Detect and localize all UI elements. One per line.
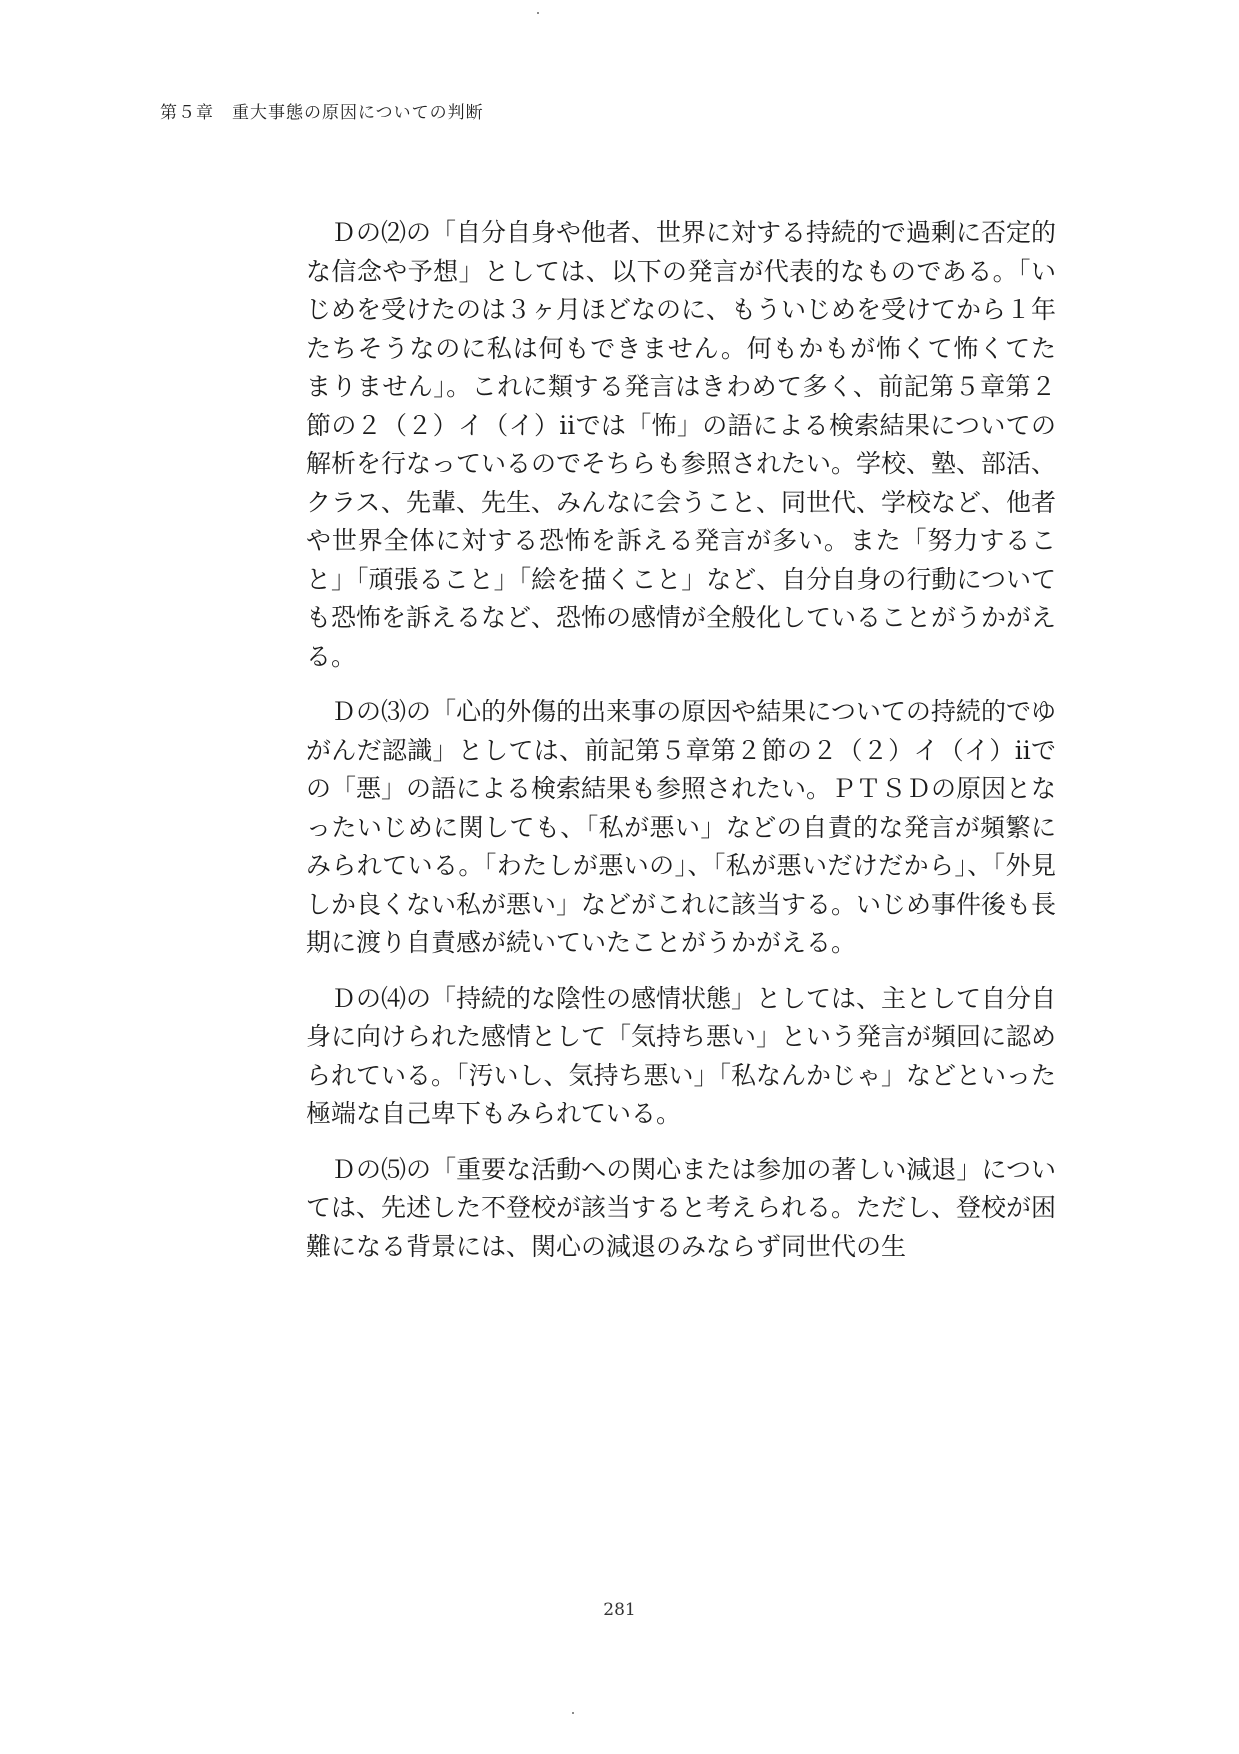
page-number: 281	[603, 1600, 636, 1620]
paragraph-d4: Ｄの⑷の「持続的な陰性の感情状態」としては、主として自分自身に向けられた感情として「気持ち悪い」という発言が頻回に認められている。「汚いし、気持ち悪い」「私なんかじゃ」などといった極端な自己卑下もみられている。	[306, 983, 1057, 1128]
paragraph-d2: Ｄの⑵の「自分自身や他者、世界に対する持続的で過剰に否定的な信念や予想」としては、以下の発言が代表的なものである。「いじめを受けたのは３ヶ月ほどなのに、もういじめを受けてから１年たちそうなのに私は何もできません。何もかもが怖くて怖くてたまりません」。これに類する発言はきわめて多く、前記第５章第２節の２（２）イ（イ）ⅱでは「怖」の語による検索結果についての解析を行なっているのでそちらも参照されたい。学校、塾、部活、クラス、先輩、先生、みんなに会うこと、同世代、学校など、他者や世界全体に対する恐怖を訴える発言が多い。また「努力すること」「頑張ること」「絵を描くこと」など、自分自身の行動についても恐怖を訴えるなど、恐怖の感情が全般化していることがうかがえる。	[306, 218, 1057, 671]
paragraph-d5: Ｄの⑸の「重要な活動への関心または参加の著しい減退」については、先述した不登校が該当すると考えられる。ただし、登校が困難になる背景には、関心の減退のみならず同世代の生	[306, 1154, 1057, 1261]
scan-speck	[572, 1712, 574, 1714]
body-text	[306, 214, 1056, 1266]
scan-speck	[537, 12, 539, 14]
paragraph-d3: Ｄの⑶の「心的外傷的出来事の原因や結果についての持続的でゆがんだ認識」としては、前記第５章第２節の２（２）イ（イ）ⅱでの「悪」の語による検索結果も参照されたい。ＰＴＳＤの原因となったいじめに関しても、「私が悪い」などの自責的な発言が頻繁にみられている。「わたしが悪いの」、「私が悪いだけだから」、「外見しか良くない私が悪い」などがこれに該当する。いじめ事件後も長期に渡り自責感が続いていたことがうかがえる。	[306, 697, 1057, 957]
chapter-header: 第５章 重大事態の原因についての判断	[160, 103, 484, 123]
